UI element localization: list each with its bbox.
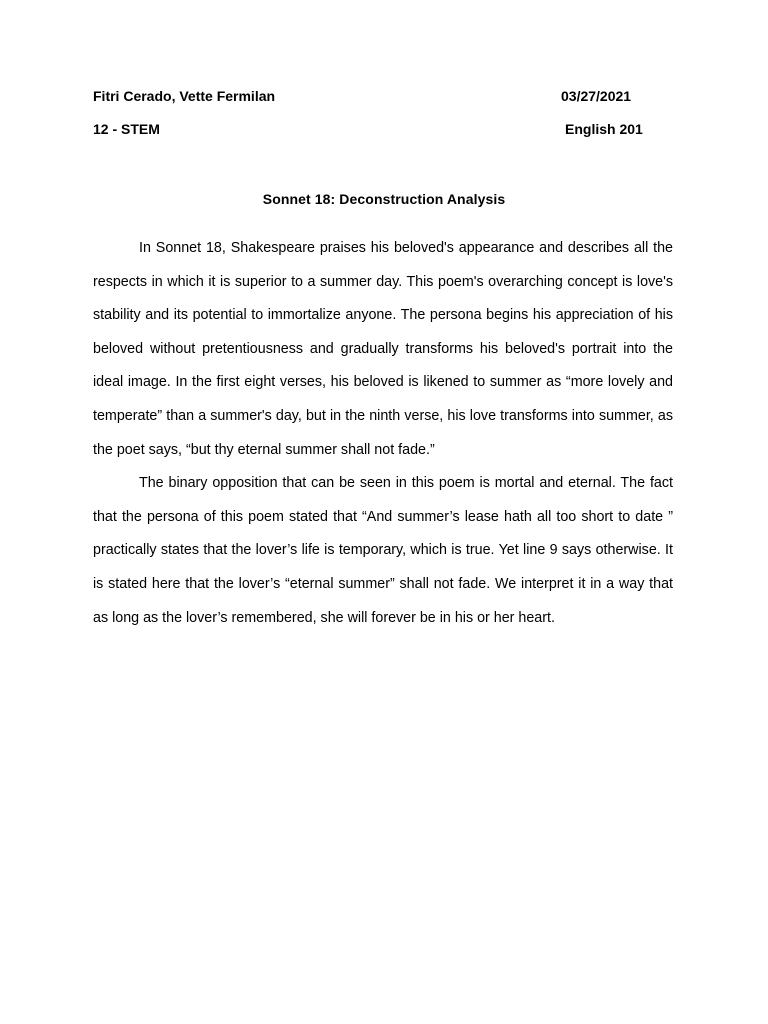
paragraph-2: The binary opposition that can be seen in this poem is mortal and eternal. The fact that the persona of this poem stated that “And summer’s lease hath all too short to date ” practically states that the lover’s life is temporary, which is true. Yet line 9 says otherwise. It is stated here that the lover’s “eternal summer” shall not fade. We interpret it in a way that as long as the lover’s remembered, she will forever be in his or her heart.	[93, 475, 673, 626]
class-section: 12 - STEM	[93, 121, 160, 137]
paragraph-1: In Sonnet 18, Shakespeare praises his beloved's appearance and describes all the respects in which it is superior to a summer day. This poem's overarching concept is love's stability and its potential to immortalize anyone. The persona begins his appreciation of his beloved without pretentiousness and gradually transforms his beloved's portrait into the ideal image. In the first eight verses, his beloved is likened to summer as “more lovely and temperate” than a summer's day, but in the ninth verse, his love transforms into summer, as the poet says, “but thy eternal summer shall not fade.”	[93, 240, 673, 458]
author-names: Fitri Cerado, Vette Fermilan	[93, 88, 276, 104]
body-text	[93, 232, 673, 635]
course-name: English 201	[565, 121, 643, 137]
document-title: Sonnet 18: Deconstruction Analysis	[262, 191, 506, 207]
document-date: 03/27/2021	[561, 88, 632, 104]
